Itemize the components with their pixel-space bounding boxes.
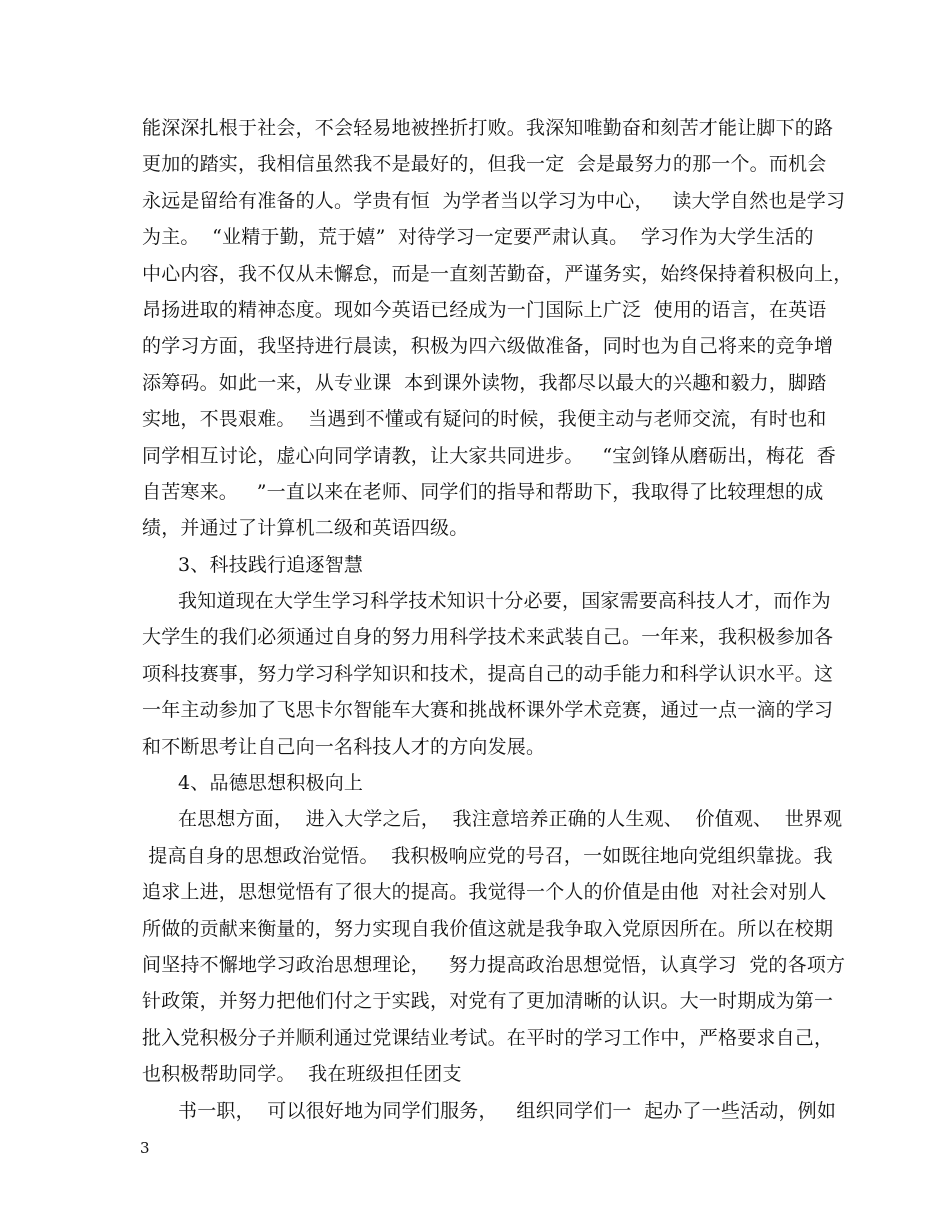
- text-line: 添筹码。如此一来，从专业课 本到课外读物，我都尽以最大的兴趣和毅力，脚踏: [142, 371, 827, 394]
- text-line: 也积极帮助同学。 我在班级担任团支: [142, 1063, 462, 1086]
- text-line: 能深深扎根于社会，不会轻易地被挫折打败。我深知唯勤奋和刻苦才能让脚下的路: [142, 117, 834, 139]
- text-line: 和不断思考让自己向一名科技人才的方向发展。: [142, 735, 546, 758]
- page-number: 3: [140, 1139, 150, 1157]
- text-line: 自苦寒来。 ”一直以来在老师、同学们的指导和帮助下，我取得了比较理想的成: [142, 480, 824, 503]
- text-line: 一年主动参加了飞思卡尔智能车大赛和挑战杯课外学术竞赛，通过一点一滴的学习: [142, 699, 834, 722]
- text-line: 实地，不畏艰难。 当遇到不懂或有疑问的时候，我便主动与老师交流，有时也和: [142, 408, 827, 431]
- text-line: 项科技赛事，努力学习科学知识和技术，提高自己的动手能力和科学认识水平。这: [142, 662, 834, 685]
- text-line: 3、科技践行追逐智慧: [178, 553, 364, 576]
- text-line: 我知道现在大学生学习科学技术知识十分必要，国家需要高科技人才，而作为: [178, 590, 831, 613]
- text-line: 昂扬进取的精神态度。现如今英语已经成为一门国际上广泛 使用的语言，在英语: [142, 298, 827, 321]
- text-line: 中心内容，我不仅从未懈怠，而是一直刻苦勤奋，严谨务实，始终保持着积极向上，: [142, 262, 853, 285]
- text-line: 大学生的我们必须通过自身的努力用科学技术来武装自己。一年来，我积极参加各: [142, 626, 834, 649]
- text-line: 所做的贡献来衡量的，努力实现自我价值这就是我争取入党原因所在。所以在校期: [142, 917, 834, 940]
- text-line: 批入党积极分子并顺利通过党课结业考试。在平时的学习工作中，严格要求自己，: [142, 1026, 834, 1049]
- text-line: 间坚持不懈地学习政治思想理论， 努力提高政治思想觉悟，认真学习 党的各项方: [142, 953, 846, 976]
- text-line: 为主。 “业精于勤，荒于嬉” 对待学习一定要严肃认真。 学习作为大学生活的: [142, 226, 814, 249]
- document-body: [142, 110, 853, 1129]
- text-line: 4、品德思想积极向上: [178, 772, 364, 795]
- text-line: 追求上进，思想觉悟有了很大的提高。我觉得一个人的价值是由他 对社会对别人: [142, 881, 827, 904]
- text-line: 针政策，并努力把他们付之于实践，对党有了更加清晰的认识。大一时期成为第一: [142, 990, 834, 1013]
- text-line: 同学相互讨论，虚心向同学请教，让大家共同进步。 “宝剑锋从磨砺出，梅花 香: [142, 444, 836, 467]
- text-line: 提高自身的思想政治觉悟。 我积极响应党的号召，一如既往地向党组织靠拢。我: [142, 844, 833, 867]
- text-line: 在思想方面， 进入大学之后， 我注意培养正确的人生观、 价值观、 世界观: [178, 808, 843, 831]
- text-line: 永远是留给有准备的人。学贵有恒 为学者当以学习为中心， 读大学自然也是学习: [142, 189, 846, 212]
- text-line: 更加的踏实，我相信虽然我不是最好的，但我一定 会是最努力的那一个。而机会: [142, 153, 827, 176]
- text-line: 书一职， 可以很好地为同学们服务， 组织同学们一 起办了一些活动，例如: [178, 1099, 837, 1122]
- text-line: 的学习方面，我坚持进行晨读，积极为四六级做准备，同时也为自己将来的竞争增: [142, 335, 834, 358]
- text-line: 绩，并通过了计算机二级和英语四级。: [142, 517, 469, 540]
